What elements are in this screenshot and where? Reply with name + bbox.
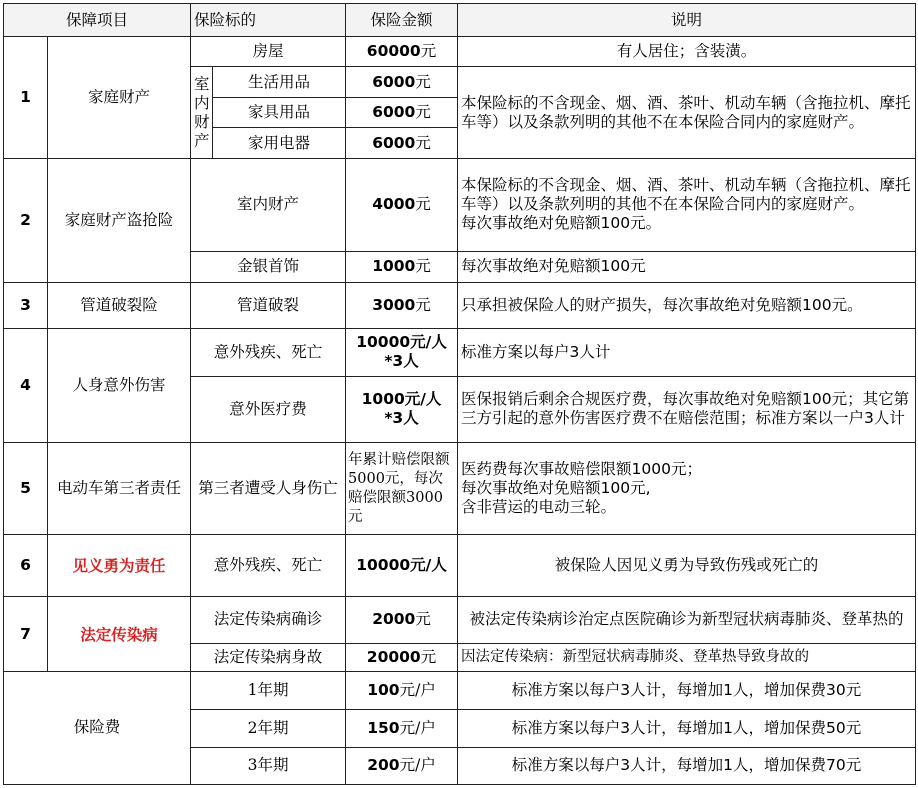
premium-note: 标准方案以每户3人计，每增加1人，增加保费30元 (458, 671, 916, 709)
premium-amount: 100元/户 (346, 671, 458, 709)
table-row (4, 37, 916, 67)
row-number: 7 (4, 597, 48, 671)
coverage-note: 因法定传染病：新型冠状病毒肺炎、登革热导致身故的 (458, 643, 916, 671)
table-row (4, 443, 916, 535)
insured-subject: 生活用品 (213, 67, 346, 98)
insured-subject: 室内财产 (191, 159, 346, 251)
row-number: 5 (4, 443, 48, 535)
coverage-item: 管道破裂险 (48, 282, 191, 328)
insured-amount: 1000元 (346, 251, 458, 282)
insured-subject: 法定传染病身故 (191, 643, 346, 671)
coverage-item: 人身意外伤害 (48, 328, 191, 442)
header-note: 说明 (458, 4, 916, 37)
insured-amount: 10000元/人 *3人 (346, 328, 458, 376)
row-number: 2 (4, 159, 48, 282)
premium-note: 标准方案以每户3人计，每增加1人，增加保费70元 (458, 747, 916, 784)
insured-amount: 6000元 (346, 128, 458, 159)
insured-subject: 意外医疗费 (191, 376, 346, 442)
insured-amount: 2000元 (346, 597, 458, 643)
insured-amount: 4000元 (346, 159, 458, 251)
insured-subject: 意外残疾、死亡 (191, 328, 346, 376)
table-row (4, 282, 916, 328)
insured-subject: 家用电器 (213, 128, 346, 159)
insurance-table (3, 3, 916, 785)
header-item: 保障项目 (4, 4, 191, 37)
insured-subject: 金银首饰 (191, 251, 346, 282)
coverage-item: 家庭财产盗抢险 (48, 159, 191, 282)
coverage-note: 本保险标的不含现金、烟、酒、茶叶、机动车辆（含拖拉机、摩托车等）以及条款列明的其他不在本保险合同内的家庭财产。 每次事故绝对免赔额100元。 (458, 159, 916, 251)
coverage-note: 本保险标的不含现金、烟、酒、茶叶、机动车辆（含拖拉机、摩托车等）以及条款列明的其他不在本保险合同内的家庭财产。 (458, 67, 916, 159)
coverage-note: 被法定传染病诊治定点医院确诊为新型冠状病毒肺炎、登革热的 (458, 597, 916, 643)
row-number: 1 (4, 37, 48, 159)
coverage-note: 医药费每次事故赔偿限额1000元； 每次事故绝对免赔额100元, 含非营运的电动三轮。 (458, 443, 916, 535)
premium-term: 2年期 (191, 709, 346, 747)
table-row (4, 597, 916, 643)
insured-subject: 意外残疾、死亡 (191, 535, 346, 597)
coverage-item: 见义勇为责任 (48, 535, 191, 597)
insured-subject: 法定传染病确诊 (191, 597, 346, 643)
premium-label: 保险费 (4, 671, 191, 784)
insured-amount: 6000元 (346, 98, 458, 128)
row-number: 6 (4, 535, 48, 597)
premium-term: 1年期 (191, 671, 346, 709)
row-number: 3 (4, 282, 48, 328)
table-row (4, 159, 916, 251)
coverage-note: 被保险人因见义勇为导致伤残或死亡的 (458, 535, 916, 597)
coverage-note: 标准方案以每户3人计 (458, 328, 916, 376)
premium-term: 3年期 (191, 747, 346, 784)
insured-amount: 20000元 (346, 643, 458, 671)
premium-amount: 200元/户 (346, 747, 458, 784)
header-amount: 保险金额 (346, 4, 458, 37)
insured-amount: 60000元 (346, 37, 458, 67)
insured-amount: 1000元/人 *3人 (346, 376, 458, 442)
header-subject: 保险标的 (191, 4, 346, 37)
table-row (4, 328, 916, 376)
coverage-item: 法定传染病 (48, 597, 191, 671)
indoor-group-label: 室内财产 (191, 67, 213, 159)
coverage-note: 有人居住；含装潢。 (458, 37, 916, 67)
header-row (4, 4, 916, 37)
coverage-note: 只承担被保险人的财产损失，每次事故绝对免赔额100元。 (458, 282, 916, 328)
premium-note: 标准方案以每户3人计，每增加1人，增加保费50元 (458, 709, 916, 747)
insured-subject: 家具用品 (213, 98, 346, 128)
coverage-item: 电动车第三者责任 (48, 443, 191, 535)
insured-subject: 第三者遭受人身伤亡 (191, 443, 346, 535)
insured-subject: 房屋 (191, 37, 346, 67)
premium-amount: 150元/户 (346, 709, 458, 747)
insured-amount: 10000元/人 (346, 535, 458, 597)
insured-subject: 管道破裂 (191, 282, 346, 328)
insured-amount: 6000元 (346, 67, 458, 98)
insured-amount: 3000元 (346, 282, 458, 328)
coverage-item: 家庭财产 (48, 37, 191, 159)
insured-amount: 年累计赔偿限额5000元，每次赔偿限额3000元 (346, 443, 458, 535)
coverage-note: 每次事故绝对免赔额100元 (458, 251, 916, 282)
table-row (4, 671, 916, 709)
table-row (4, 535, 916, 597)
coverage-note: 医保报销后剩余合规医疗费，每次事故绝对免赔额100元；其它第三方引起的意外伤害医疗费不在赔偿范围；标准方案以一户3人计 (458, 376, 916, 442)
row-number: 4 (4, 328, 48, 442)
